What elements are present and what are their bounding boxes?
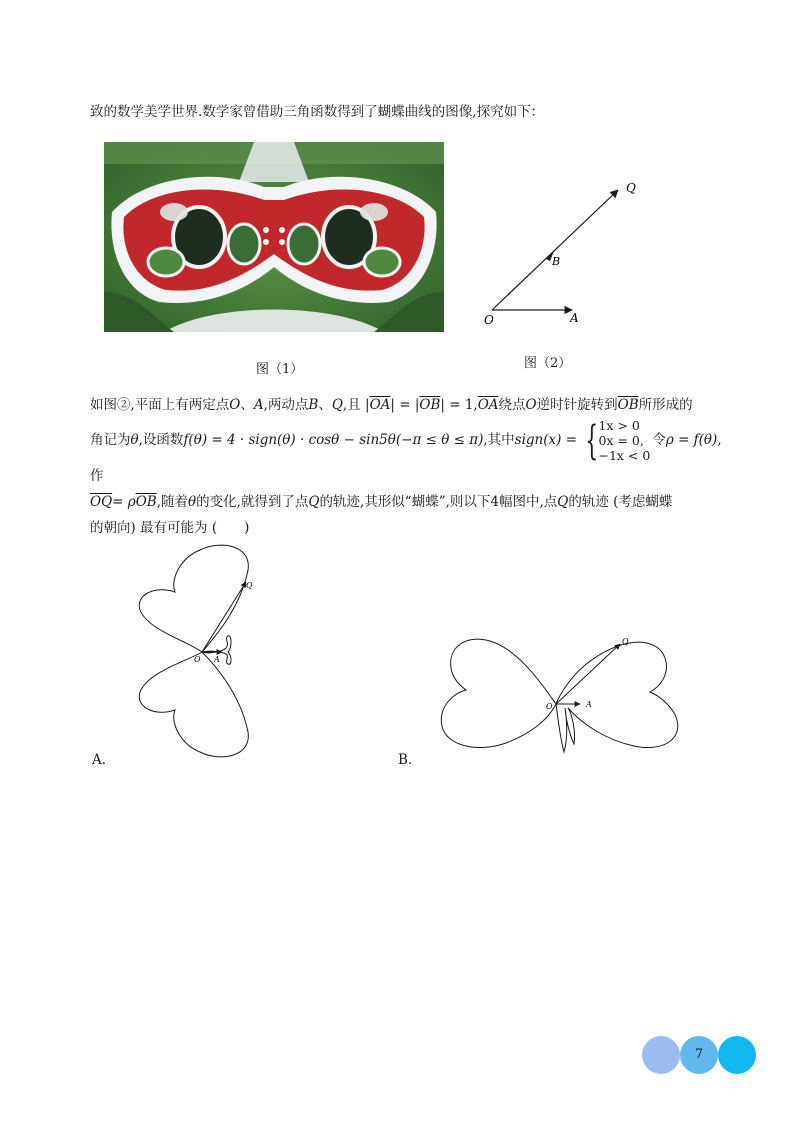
- problem-statement: [90, 392, 730, 541]
- text: 的变化,就得到了点: [196, 494, 309, 510]
- vector-oq-label: $\overline{OQ}$: [90, 494, 113, 510]
- label-o: O: [546, 702, 553, 711]
- page-number-badge: [640, 1036, 760, 1076]
- text: 所形成的: [638, 397, 693, 413]
- vector-oq: [556, 644, 620, 704]
- rho-scalar: = ρ: [112, 494, 136, 510]
- caption-figure-2: 图（2）: [524, 356, 572, 371]
- theta: θ: [187, 494, 197, 510]
- intro-text: 致的数学美学世界.数学家曾借助三角函数得到了蝴蝶曲线的图像,探究如下：: [90, 104, 545, 120]
- piece-row: −1x < 0: [598, 448, 651, 463]
- point-q: Q: [557, 494, 569, 510]
- point-q: Q: [308, 494, 320, 510]
- butterfly-curve: [441, 639, 677, 752]
- option-a-label[interactable]: A.: [92, 752, 107, 768]
- text: ,设函数: [138, 432, 184, 448]
- text: | = |: [390, 397, 420, 413]
- piece-row: 1x > 0: [598, 418, 640, 433]
- label-q: Q: [622, 637, 629, 646]
- brace: {: [585, 417, 599, 464]
- text: 绕点: [498, 397, 526, 413]
- vector-oa-label: $\overline{OA}$: [477, 397, 499, 413]
- sign-function: sign(x) =: [514, 432, 578, 448]
- vector-oq: [202, 582, 246, 652]
- text: ,且 |: [342, 397, 370, 413]
- butterfly-curve: [139, 545, 248, 757]
- text: ,随着: [156, 494, 188, 510]
- text: ,其中: [483, 432, 515, 448]
- point-b: B: [308, 397, 319, 413]
- label-o: O: [194, 655, 201, 664]
- label-o: O: [484, 313, 494, 327]
- badge-circle: [718, 1036, 756, 1074]
- point-o: O: [229, 397, 241, 413]
- piecewise-definition: [579, 418, 650, 463]
- label-q: Q: [246, 581, 253, 590]
- text: 的轨迹 (考虑蝴蝶: [568, 494, 673, 510]
- label-a: A: [586, 700, 592, 709]
- text: | = 1,: [440, 397, 478, 413]
- text: 、: [240, 397, 254, 413]
- rho-definition: ρ = f(θ): [665, 432, 718, 448]
- label-b: B: [552, 255, 561, 268]
- point-a: A: [253, 397, 264, 413]
- piece-row: 0x = 0,: [598, 433, 644, 448]
- theta: θ: [130, 432, 139, 448]
- vector-ob-label: $\overline{OB}$: [419, 397, 441, 413]
- label-a: A: [570, 311, 579, 325]
- vector-diagram: [470, 170, 660, 330]
- point-q: Q: [331, 397, 343, 413]
- vector-oq: [492, 190, 618, 310]
- text: 逆时针旋转到: [536, 397, 618, 413]
- caption-figure-1: 图（1）: [256, 362, 304, 377]
- text: 、: [318, 397, 332, 413]
- text: ,两动点: [263, 397, 309, 413]
- label-q: Q: [626, 181, 636, 195]
- text: 角记为: [90, 432, 131, 448]
- text: 令: [652, 432, 666, 448]
- label-a: A: [214, 655, 220, 664]
- page-number: 7: [694, 1047, 704, 1062]
- vector-ob-label: $\overline{OB}$: [617, 397, 639, 413]
- text: ,作: [90, 432, 722, 484]
- option-b-graph: [434, 628, 684, 758]
- butterfly-park-photo: [104, 142, 444, 332]
- point-o: O: [525, 397, 537, 413]
- text: 的轨迹,其形似“蝴蝶”,则以下4幅图中,点: [319, 494, 558, 510]
- text: 的朝向) 最有可能为 ( ): [90, 520, 250, 536]
- option-b-label[interactable]: B.: [398, 752, 413, 768]
- option-a-graph: [130, 540, 260, 765]
- vector-oa-label: $\overline{OA}$: [369, 397, 391, 413]
- function-definition: f(θ) = 4 · sign(θ) · cosθ − sin5θ(−π ≤ θ ≤ π): [183, 432, 484, 448]
- badge-circle: [642, 1036, 680, 1074]
- text: 如图②,平面上有两定点: [90, 397, 230, 413]
- vector-ob-label: $\overline{OB}$: [135, 494, 157, 510]
